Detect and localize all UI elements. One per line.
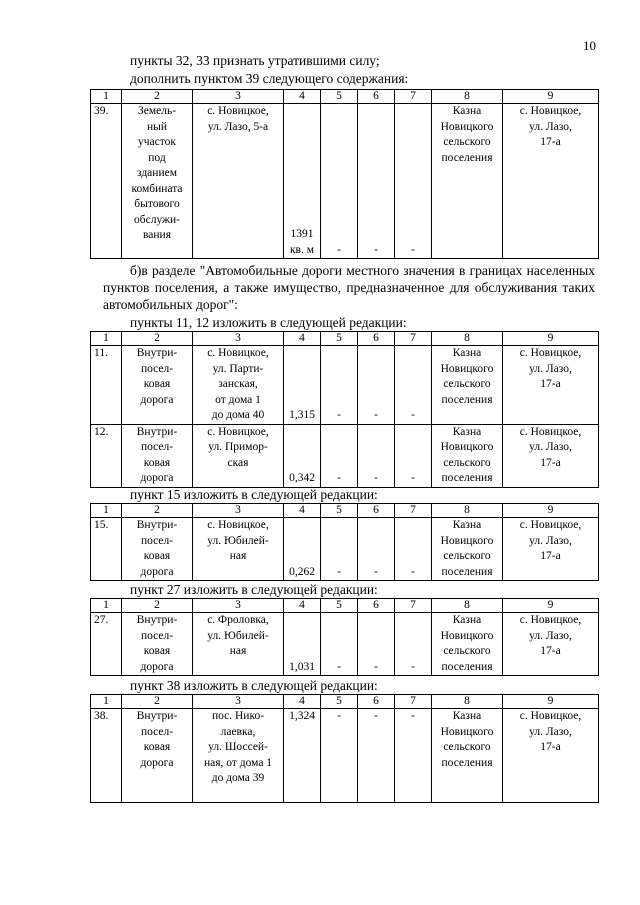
column-header-cell: 1 [91,504,122,518]
cell-owner: Казна Новицкого сельского поселения [432,104,503,259]
cell-address: с. Новицкое, ул. Примор- ская [193,424,284,487]
cell-c7: - [395,104,432,259]
cell-c5: - [321,424,358,487]
column-header-cell: 5 [321,504,358,518]
column-header-cell: 3 [193,332,284,346]
cell-c5: - [321,518,358,581]
column-header-cell: 2 [122,90,193,104]
table-row [91,424,599,487]
column-header-cell: 3 [193,504,284,518]
column-header-cell: 9 [503,332,599,346]
column-header-cell: 2 [122,504,193,518]
column-header-cell: 8 [432,504,503,518]
table-item-39 [90,89,599,259]
column-header-row [91,695,599,709]
cell-owner: Казна Новицкого сельского поселения [432,424,503,487]
column-header-cell: 5 [321,90,358,104]
cell-c6: - [358,346,395,425]
cell-c5: - [321,346,358,425]
column-header-cell: 7 [395,504,432,518]
table-item-27 [90,598,599,676]
column-header-cell: 3 [193,599,284,613]
column-header-cell: 1 [91,90,122,104]
cell-number: 12. [91,424,122,487]
column-header-cell: 2 [122,599,193,613]
cell-c6: - [358,424,395,487]
column-header-row [91,504,599,518]
cell-length: 1391 кв. м [284,104,321,259]
text-line-repeal: пункты 32, 33 признать утратившими силу; [130,53,380,68]
cell-owner-address: с. Новицкое, ул. Лазо, 17-а [503,424,599,487]
table-item-38 [90,694,599,803]
column-header-cell: 4 [284,599,321,613]
column-header-cell: 4 [284,695,321,709]
cell-c7: - [395,709,432,803]
cell-address: с. Новицкое, ул. Парти- занская, от дома 1 до дома 40 [193,346,284,425]
cell-name: Внутри- посел- ковая дорога [122,518,193,581]
cell-c7: - [395,518,432,581]
cell-owner: Казна Новицкого сельского поселения [432,709,503,803]
text-line-item-27: пункт 27 изложить в следующей редакции: [130,582,378,597]
column-header-cell: 6 [358,504,395,518]
column-header-cell: 7 [395,599,432,613]
cell-address: пос. Нико- лаевка, ул. Шоссей- ная, от дома 1 до дома 39 [193,709,284,803]
page-number: 10 [583,38,596,53]
column-header-cell: 4 [284,90,321,104]
column-header-cell: 4 [284,332,321,346]
column-header-cell: 4 [284,504,321,518]
cell-length: 1,324 [284,709,321,803]
text-line-item-15: пункт 15 изложить в следующей редакции: [130,487,378,502]
cell-owner-address: с. Новицкое, ул. Лазо, 17-а [503,104,599,259]
cell-address: с. Новицкое, ул. Юбилей- ная [193,518,284,581]
cell-c5: - [321,613,358,676]
cell-c7: - [395,346,432,425]
column-header-cell: 1 [91,599,122,613]
cell-number: 11. [91,346,122,425]
column-header-cell: 7 [395,695,432,709]
cell-number: 15. [91,518,122,581]
cell-c7: - [395,613,432,676]
text-line-items-11-12: пункты 11, 12 изложить в следующей редакции: [130,315,407,330]
cell-name: Внутри- посел- ковая дорога [122,613,193,676]
column-header-cell: 6 [358,599,395,613]
column-header-cell: 2 [122,332,193,346]
column-header-cell: 5 [321,599,358,613]
cell-name: Внутри- посел- ковая дорога [122,709,193,803]
column-header-row [91,332,599,346]
section-paragraph-roads: б)в разделе "Автомобильные дороги местного значения в границах населенных пунктов поселения, а также имущество, предназначенное для обслуживания таких автомобильных дорог": [103,263,595,312]
cell-c5: - [321,104,358,259]
column-header-cell: 8 [432,332,503,346]
cell-owner-address: с. Новицкое, ул. Лазо, 17-а [503,613,599,676]
cell-owner-address: с. Новицкое, ул. Лазо, 17-а [503,518,599,581]
cell-number: 39. [91,104,122,259]
cell-c6: - [358,518,395,581]
cell-address: с. Фроловка, ул. Юбилей- ная [193,613,284,676]
column-header-cell: 9 [503,90,599,104]
cell-c7: - [395,424,432,487]
table-row [91,709,599,803]
column-header-cell: 6 [358,695,395,709]
cell-length: 0,262 [284,518,321,581]
column-header-cell: 5 [321,332,358,346]
column-header-row [91,599,599,613]
column-header-cell: 3 [193,695,284,709]
cell-length: 1,031 [284,613,321,676]
cell-owner-address: с. Новицкое, ул. Лазо, 17-а [503,709,599,803]
column-header-cell: 3 [193,90,284,104]
column-header-cell: 7 [395,90,432,104]
column-header-cell: 9 [503,599,599,613]
cell-address: с. Новицкое, ул. Лазо, 5-а [193,104,284,259]
column-header-cell: 8 [432,599,503,613]
cell-length: 0,342 [284,424,321,487]
cell-c6: - [358,613,395,676]
column-header-cell: 1 [91,695,122,709]
cell-c5: - [321,709,358,803]
column-header-row [91,90,599,104]
cell-name: Земель- ный участок под зданием комбината бытового обслужи- вания [122,104,193,259]
text-line-add-39: дополнить пунктом 39 следующего содержания: [130,71,409,86]
cell-owner: Казна Новицкого сельского поселения [432,346,503,425]
cell-name: Внутри- посел- ковая дорога [122,346,193,425]
cell-number: 27. [91,613,122,676]
column-header-cell: 9 [503,695,599,709]
table-row [91,346,599,425]
table-row [91,613,599,676]
table-row [91,518,599,581]
cell-name: Внутри- посел- ковая дорога [122,424,193,487]
table-item-15 [90,503,599,581]
cell-length: 1,315 [284,346,321,425]
column-header-cell: 9 [503,504,599,518]
column-header-cell: 7 [395,332,432,346]
column-header-cell: 6 [358,90,395,104]
text-line-item-38: пункт 38 изложить в следующей редакции: [130,678,378,693]
column-header-cell: 8 [432,695,503,709]
column-header-cell: 8 [432,90,503,104]
column-header-cell: 1 [91,332,122,346]
column-header-cell: 2 [122,695,193,709]
cell-c6: - [358,709,395,803]
column-header-cell: 6 [358,332,395,346]
column-header-cell: 5 [321,695,358,709]
cell-owner: Казна Новицкого сельского поселения [432,613,503,676]
cell-c6: - [358,104,395,259]
table-row [91,104,599,259]
table-items-11-12 [90,331,599,488]
cell-owner-address: с. Новицкое, ул. Лазо, 17-а [503,346,599,425]
cell-owner: Казна Новицкого сельского поселения [432,518,503,581]
cell-number: 38. [91,709,122,803]
